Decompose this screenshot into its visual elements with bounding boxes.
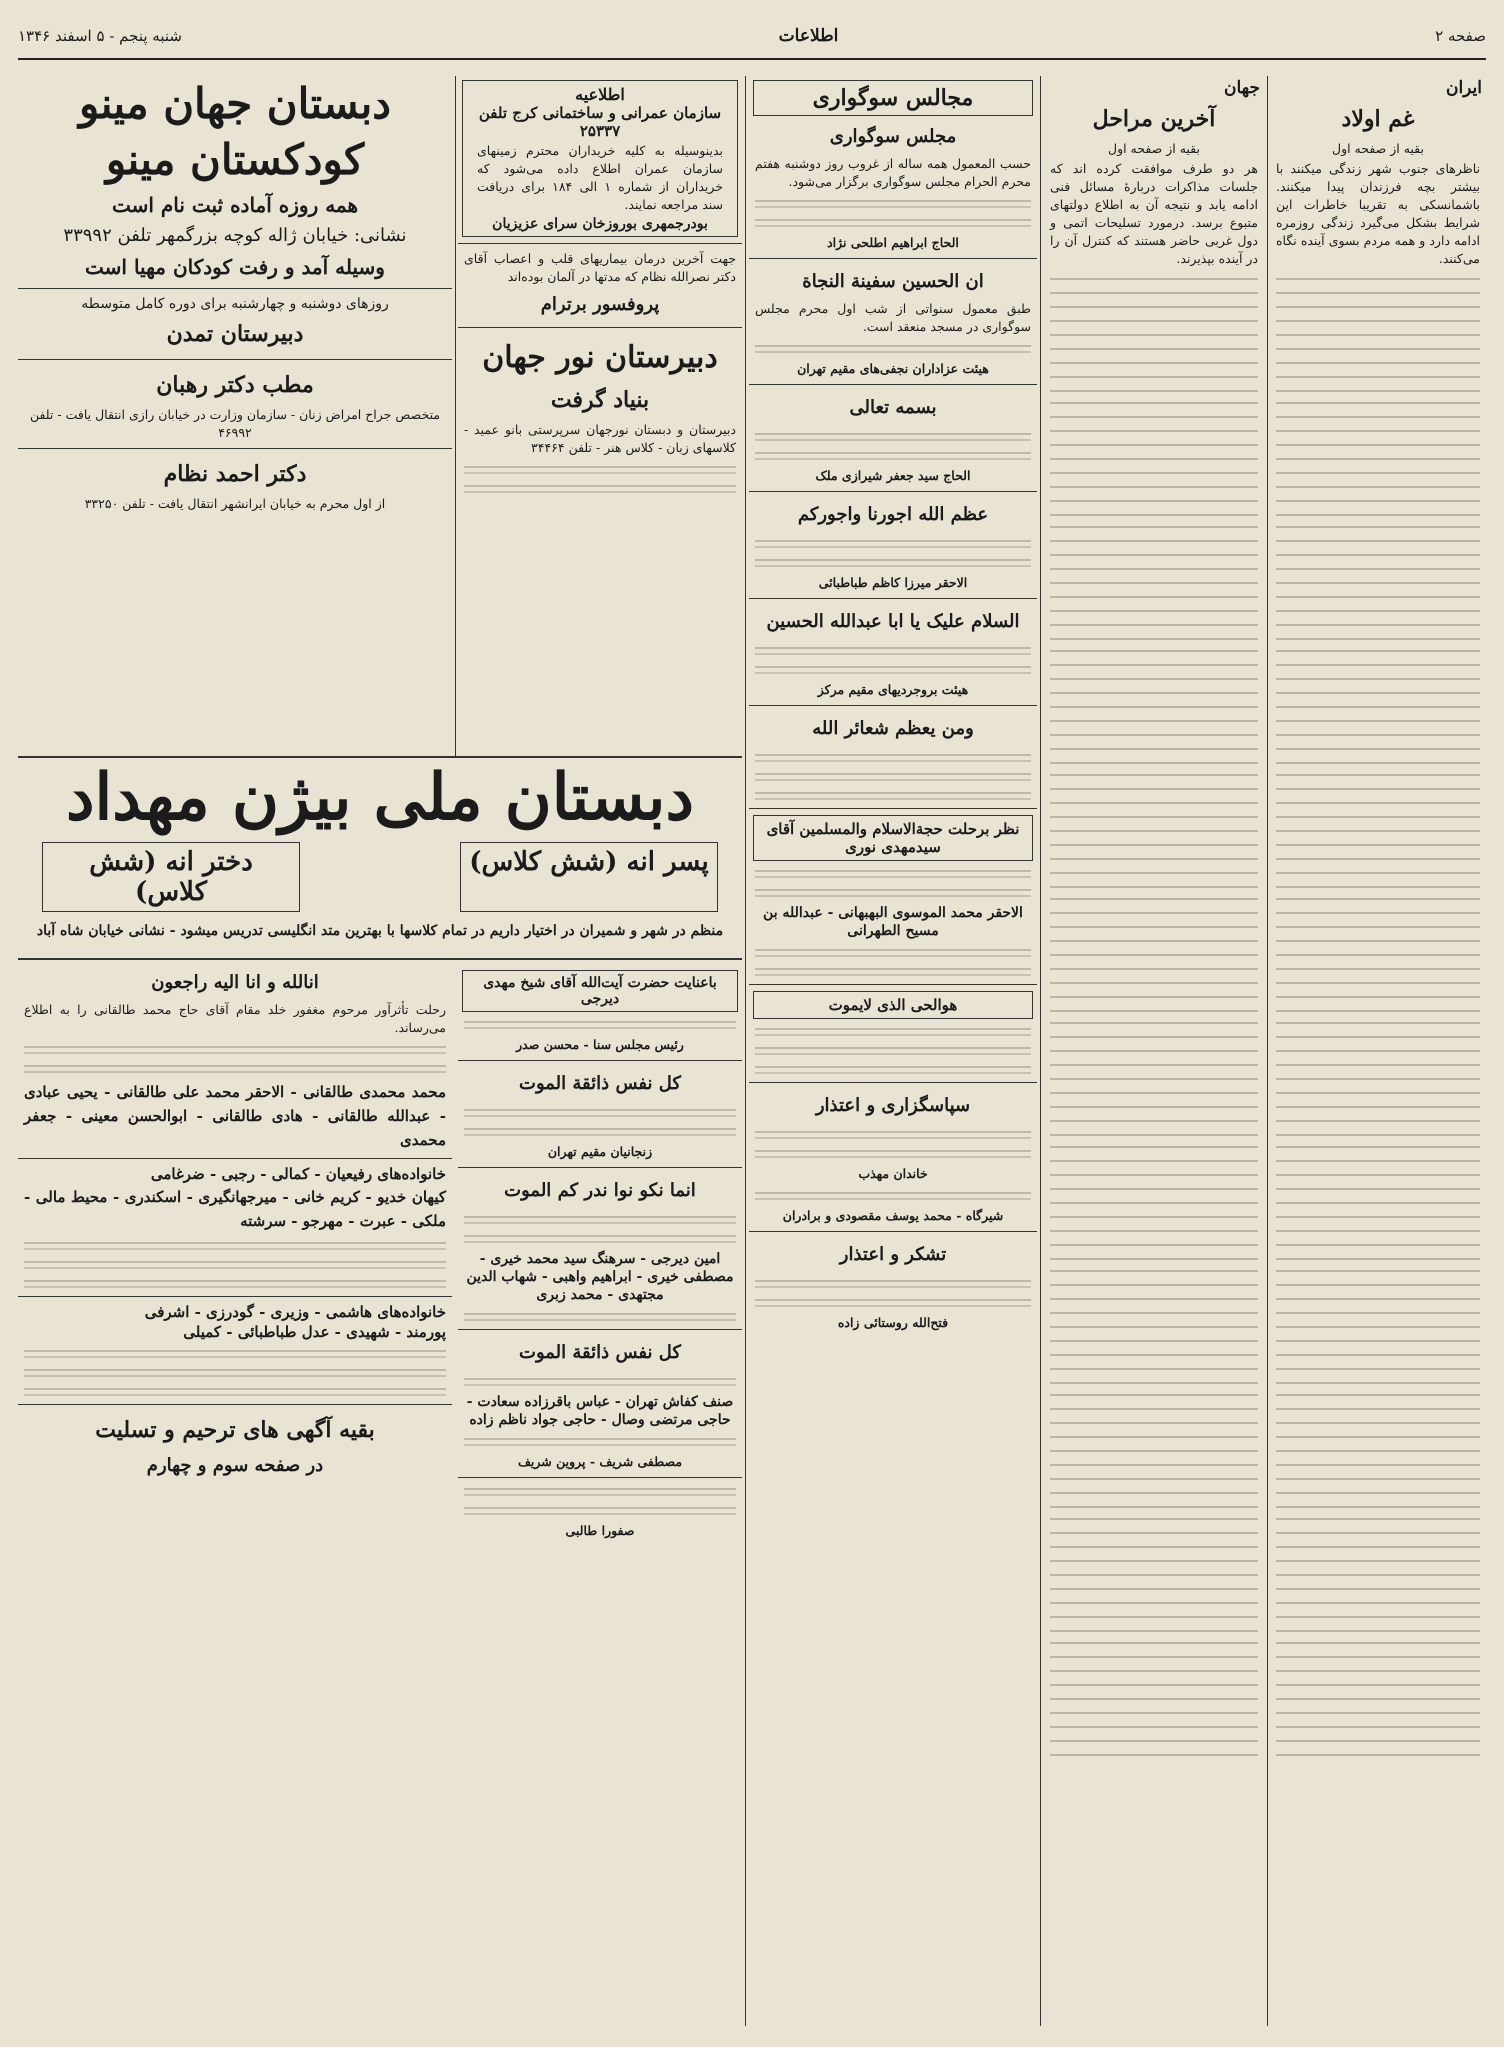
continued-title: بقیه آگهی های ترحیم و تسلیت: [95, 1417, 375, 1443]
notice-signature: شیرگاه - محمد یوسف مقصودی و برادران: [782, 1208, 1004, 1223]
school-title: دبستان جهان مینو: [79, 79, 391, 128]
school-registration: همه روزه آماده ثبت نام است: [111, 193, 359, 217]
article-body: [1050, 644, 1258, 764]
notice-body: [755, 769, 1031, 783]
condolence-body: [24, 1238, 446, 1252]
school-ad-text: دبیرستان و دبستان نورجهان سرپرستی بانو عمید - کلاسهای زبان - کلاس هنر - تلفن ۳۴۴۶۴: [464, 422, 736, 455]
article-body: [1050, 1388, 1258, 1508]
clinic-title: مطب دکتر رهبان: [156, 372, 314, 398]
highschool-text: روزهای دوشنبه و چهارشنبه برای دوره کامل متوسطه: [81, 296, 389, 312]
article-body: [1050, 1140, 1258, 1260]
column-ads: [18, 76, 452, 756]
condolence-text: رحلت تأثرآور مرحوم مغفور خلد مقام آقای حاج محمد طالقانی را به اطلاع می‌رساند.: [24, 1002, 446, 1035]
article-body: [1050, 1264, 1258, 1384]
announcement-title: اطلاعیه: [575, 85, 625, 104]
notice-body: [755, 1295, 1031, 1309]
article-body: [1276, 1388, 1480, 1508]
school-ad-subtitle: بنیاد گرفت: [550, 387, 650, 413]
condolence-body: [464, 1484, 736, 1498]
article-text: ناظرهای جنوب شهر زندگی میکنند با بیشتر بچه فرزندان پیدا میکنند. باشمانسکی به تقریبا خاطرات این شرایط بشکل می‌گیرد زندگی روزمره ادامه دارد و همه مردم بسوی آینده نگاه می‌کنند.: [1276, 161, 1480, 266]
notice-signature: الحاج سید جعفر شیرازی ملک: [815, 468, 971, 483]
condolence-title: کل نفس ذائقة الموت: [519, 1073, 681, 1094]
notice-body: [755, 448, 1031, 462]
notice-title: عظم الله اجورنا واجورکم: [797, 504, 989, 525]
condolence-body: [464, 1374, 736, 1388]
condolence-body: [24, 1061, 446, 1075]
notice-signature: فتح‌الله روستائی زاده: [837, 1315, 949, 1330]
condolence-families-list: پورمند - شهیدی - عدل طباطبائی - کمیلی: [183, 1323, 446, 1341]
condolence-title: انما نکو نوا ندر کم الموت: [504, 1180, 696, 1201]
page-number: صفحه ۲: [1435, 27, 1486, 45]
notice-body: [755, 196, 1031, 210]
doctor-title: دکتر احمد نظام: [163, 461, 307, 487]
condolence-body: [464, 1105, 736, 1119]
notice-text: حسب المعمول همه ساله از غروب روز دوشنبه هفتم محرم الحرام مجلس سوگواری برگزار می‌شود.: [755, 156, 1031, 189]
condolence-names: محمد محمدی طالقانی - الاحقر محمد علی طالقانی - یحیی عبادی - عبدالله طالقانی - هادی طالقانی - ابوالحسن معینی - جعفر محمدی: [24, 1083, 446, 1149]
section-label: ایران: [1445, 78, 1482, 98]
condolence-body: [464, 1212, 736, 1226]
article-body: [1050, 1636, 1258, 1756]
notice-body: [755, 1127, 1031, 1141]
doctor-ad-text: جهت آخرین درمان بیماریهای قلب و اعصاب آقای دکتر نصرالله نظام که مدتها در آلمان بوده‌اند: [464, 251, 736, 284]
announcement-signature: بودرجمهری بوروزخان سرای عزیزیان: [492, 216, 708, 232]
column-condolences-a: [458, 966, 742, 2026]
announcement-box: [462, 80, 738, 237]
notice-body: [755, 1276, 1031, 1290]
article-body: [1276, 396, 1480, 516]
article-body: [1050, 1512, 1258, 1632]
article-body: [1276, 892, 1480, 1012]
ad-boxes: [18, 838, 742, 916]
article-title: آخرین مراحل: [1092, 106, 1216, 132]
notice-body: [755, 341, 1031, 355]
article-body: [1276, 272, 1480, 392]
notice-body: [755, 1188, 1031, 1202]
school-ad-title: دبیرستان نور جهان: [482, 340, 718, 375]
announcement-text: بدینوسیله به کلیه خریداران محترم زمینهای سازمان عمران اطلاع داده می‌شود که خریداران از شماره ۱ الی ۱۸۴ برای دریافت سند مراجعه نمایند.: [477, 143, 723, 212]
notice-title: سپاسگزاری و اعتذار: [815, 1095, 971, 1116]
notice-body: [755, 788, 1031, 802]
doctor-ad-name: پروفسور برترام: [540, 294, 660, 315]
highschool-title: دبیرستان تمدن: [166, 321, 304, 347]
ad-title: دبستان ملی بیژن مهداد: [66, 760, 694, 835]
condolence-signature: زنجانیان مقیم تهران: [547, 1144, 653, 1159]
newspaper-page: [18, 14, 1486, 2034]
column-rule: [455, 76, 456, 756]
school-ad-body: [464, 481, 736, 495]
column-rule: [1267, 76, 1268, 2026]
article-body: [1050, 892, 1258, 1012]
condolence-body: [24, 1042, 446, 1056]
article-body: [1276, 1140, 1480, 1260]
girls-school-box: دختر انه (شش کلاس): [42, 842, 300, 912]
column-iran: [1270, 76, 1486, 2026]
notice-signature: هیئت عزاداران نجفی‌های مقیم تهران: [797, 361, 989, 376]
notice-title: السلام علیک یا ابا عبدالله الحسین: [766, 611, 1020, 632]
notice-signature: هیئت بروجردیهای مقیم مرکز: [817, 682, 969, 697]
notice-body: [755, 1024, 1031, 1038]
notice-body: [755, 555, 1031, 569]
condolence-body: [464, 1017, 736, 1031]
column-condolences-b: [18, 966, 452, 2026]
column-mourning: [749, 76, 1037, 2026]
condolence-body: [24, 1276, 446, 1290]
doctor-text: از اول محرم به خیابان ایرانشهر انتقال یافت - تلفن ۳۳۲۵۰: [84, 496, 386, 511]
clinic-text: متخصص جراح امراض زنان - سازمان وزارت در خیابان رازی انتقال یافت - تلفن ۴۶۹۹۲: [29, 407, 441, 440]
condolence-body: [464, 1124, 736, 1138]
condolence-body: [24, 1257, 446, 1271]
notice-title: ان الحسین سفینة النجاة: [802, 271, 984, 292]
condolence-body: [464, 1309, 736, 1323]
condolence-families: خانواده‌های رفیعیان - کمالی - رجبی - ضرغامی: [150, 1165, 446, 1183]
condolence-body: [24, 1346, 446, 1360]
notice-title: بسمه تعالی: [849, 397, 937, 418]
condolence-families-list: کیهان خدیو - کریم خانی - میرجهانگیری - اسکندری - محیط مالی - ملکی - عبرت - مهرجو - سرشته: [24, 1188, 446, 1230]
notice-body: [755, 429, 1031, 443]
condolence-text: صنف کفاش تهران - عباس باقرزاده سعادت - حاجی مرتضی وصال - حاجی جواد ناظم زاده: [466, 1394, 734, 1428]
article-body: [1276, 768, 1480, 888]
article-body: [1050, 272, 1258, 392]
article-body: [1276, 520, 1480, 640]
condolence-signature: رئیس مجلس سنا - محسن صدر: [516, 1037, 684, 1052]
article-title: غم اولاد: [1341, 106, 1415, 132]
condolence-title: کل نفس ذائقة الموت: [519, 1342, 681, 1363]
kindergarten-title: کودکستان مینو: [105, 135, 365, 184]
notice-body: [755, 750, 1031, 764]
notice-signature: الحاج ابراهیم اطلحی نژاد: [827, 235, 959, 250]
notice-body: [755, 536, 1031, 550]
column-rule: [1040, 76, 1041, 2026]
article-subtitle: بقیه از صفحه اول: [1331, 141, 1424, 156]
bijan-mehdad-ad: [18, 756, 742, 960]
notice-body: [755, 964, 1031, 978]
article-subtitle: بقیه از صفحه اول: [1107, 141, 1200, 156]
section-title: مجالس سوگواری: [753, 80, 1033, 116]
notice-body: [755, 662, 1031, 676]
announcement-heading: سازمان عمرانی و ساختمانی کرج تلفن ۲۵۳۳۷: [478, 104, 722, 140]
notice-body: [755, 1146, 1031, 1160]
notice-body: [755, 1043, 1031, 1057]
article-body: [1276, 1016, 1480, 1136]
article-body: [1050, 520, 1258, 640]
boys-school-box: پسر انه (شش کلاس): [460, 842, 718, 912]
condolence-body: [464, 1231, 736, 1245]
article-body: [1050, 396, 1258, 516]
article-body: [1276, 1636, 1480, 1756]
article-body: [1276, 1264, 1480, 1384]
condolence-title: باعنایت حضرت آیت‌الله آقای شیخ مهدی دیرجی: [462, 970, 738, 1012]
notice-text: طبق معمول سنواتی از شب اول محرم مجلس سوگواری در مسجد منعقد است.: [755, 301, 1031, 334]
article-body: [1050, 1016, 1258, 1136]
condolence-title: انالله و انا الیه راجعون: [151, 972, 319, 993]
page-header: [18, 14, 1486, 60]
condolence-body: [464, 1503, 736, 1517]
condolence-signature: صفورا طالبی: [565, 1523, 635, 1538]
notice-title: ومن یعظم شعائر الله: [812, 718, 974, 739]
condolence-body: [464, 1434, 736, 1448]
notice-body: [755, 866, 1031, 880]
continued-subtitle: در صفحه سوم و چهارم: [146, 1455, 324, 1476]
article-body: [1276, 1512, 1480, 1632]
notice-body: [755, 885, 1031, 899]
column-rule: [745, 76, 746, 2026]
notice-names: الاحقر محمد الموسوی البهبهانی - عبدالله بن مسیح الطهرانی: [763, 905, 1023, 939]
notice-signature: الاحقر میرزا کاظم طباطبائی: [818, 575, 968, 590]
notice-body: [755, 945, 1031, 959]
school-ad-body: [464, 462, 736, 476]
condolence-body: [24, 1384, 446, 1398]
school-transport: وسیله آمد و رفت کودکان مهیا است: [85, 255, 385, 279]
condolence-signature: مصطفی شریف - پروین شریف: [517, 1454, 683, 1469]
notice-title: تشکر و اعتذار: [839, 1244, 947, 1265]
notice-signature: خاندان مهذب: [858, 1166, 928, 1181]
notice-title: مجلس سوگواری: [829, 126, 957, 147]
notice-title: نظر برحلت حجةالاسلام والمسلمین آقای سیدمهدی نوری: [753, 815, 1033, 861]
column-announcements: [458, 76, 742, 756]
condolence-names: امین دیرجی - سرهنگ سید محمد خیری - مصطفی خیری - ابراهیم واهبی - شهاب الدین مجتهدی - محمد زبری: [466, 1251, 734, 1303]
article-text: هر دو طرف موافقت کرده اند که جلسات مذاکرات دربارهٔ مسائل فنی ادامه یابد و نتیجه آن به اطلاع دولتهای متبوع برسد. درمورد تسلیحات اتمی و دول غربی حاضر هستند که کنترل آن را در آینده بپذیرند.: [1050, 161, 1258, 266]
notice-body: [755, 1062, 1031, 1076]
notice-body: [755, 215, 1031, 229]
notice-title: هوالحی الذی لایموت: [753, 991, 1033, 1019]
issue-date: شنبه پنجم - ۵ اسفند ۱۳۴۶: [18, 27, 182, 45]
school-address: نشانی: خیابان ژاله کوچه بزرگمهر تلفن ۳۳۹۹۲: [63, 225, 407, 246]
column-world: [1044, 76, 1264, 2026]
article-body: [1050, 768, 1258, 888]
condolence-families: خانواده‌های هاشمی - وزیری - گودرزی - اشرفی: [144, 1303, 446, 1321]
article-body: [1276, 644, 1480, 764]
section-label: جهان: [1223, 78, 1260, 98]
notice-body: [755, 643, 1031, 657]
ad-text: منظم در شهر و شمیران در اختیار داریم در تمام کلاسها با بهترین متد انگلیسی تدریس میشود - نشانی خیابان شاه آباد: [36, 923, 724, 939]
condolence-body: [24, 1365, 446, 1379]
newspaper-name: اطلاعات: [778, 26, 839, 46]
